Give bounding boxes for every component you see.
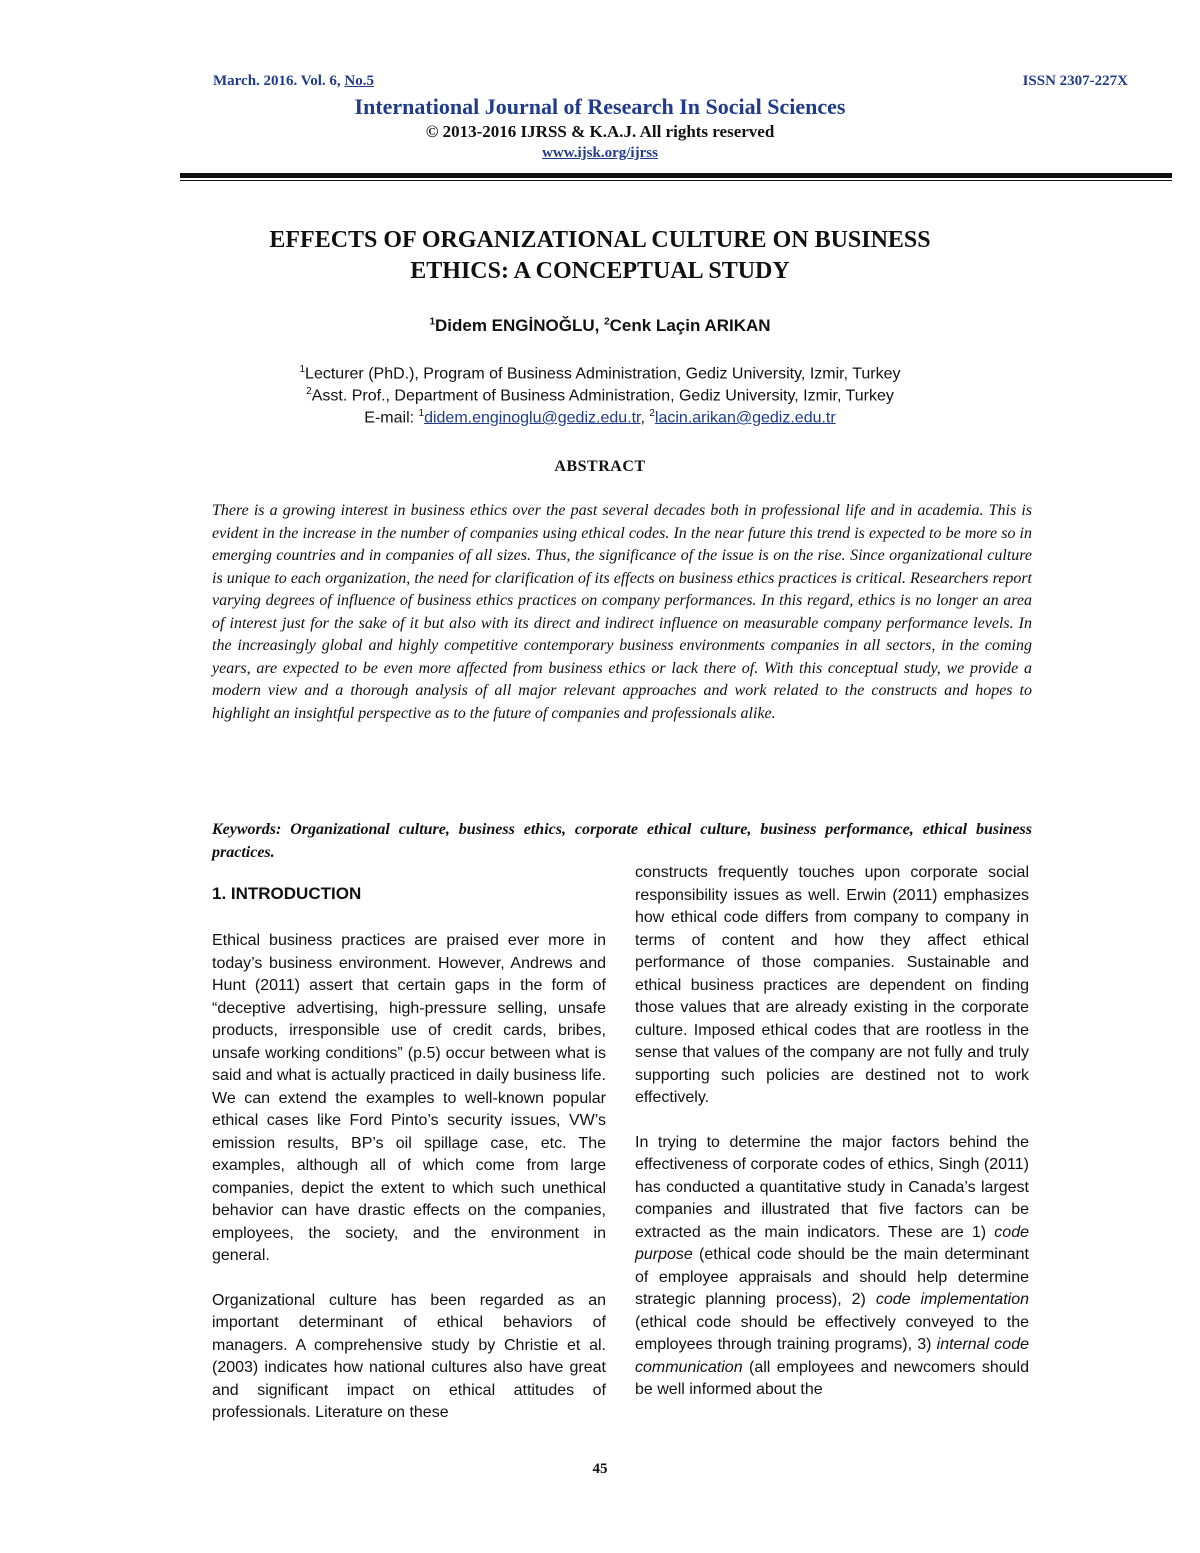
aff2-sup: 2 bbox=[306, 386, 312, 397]
email-link-2[interactable]: lacin.arikan@gediz.edu.tr bbox=[654, 409, 836, 427]
abstract-text: There is a growing interest in business ethics over the past several decades both in professional life and in academia. This is evident in the increase in the number of companies using ethical codes. In the near future this trend is expected to be more so in emerging countries and in companies of all sizes. Thus, the significance of the issue is on the rise. Since organizational culture is unique to each organization, the need for clarification of its effects on business ethics practices is critical. Researchers report varying degrees of influence of business ethics practices on company performances. In this regard, ethics is no longer an area of interest just for the sake of it but also with its direct and indirect influence on measurable company performance levels. In the increasingly global and highly competitive contemporary business environments companies in all sectors, in the coming years, are expected to be even more affected from business ethics or lack there of. With this conceptual study, we provide a modern view and a thorough analysis of all major relevant approaches and work related to the constructs and hopes to highlight an insightful perspective as to the future of companies and professionals alike. bbox=[212, 502, 1032, 722]
p4-text-c: (ethical code should be the main determinant of employee appraisals and should help determine strategic planning process), 2) bbox=[635, 1246, 1029, 1308]
issn: ISSN 2307-227X bbox=[1022, 73, 1128, 89]
intro-paragraph-3: constructs frequently touches upon corporate social responsibility issues as well. Erwin (2011) emphasizes how ethical code differs from company to company in terms of content and how they affect ethical performance of those companies. Sustainable and ethical business practices are dependent on finding those values that are already existing in the corporate culture. Imposed ethical codes that are rootless in the sense that values of the company are not fully and truly supporting such policies are destined not to work effectively. bbox=[635, 864, 1029, 1106]
author2-sup: 2 bbox=[604, 316, 610, 328]
email-line bbox=[0, 408, 1200, 427]
p4-text-a: In trying to determine the major factors behind the effectiveness of corporate codes of ethics, Singh (2011) has conducted a quantitative study in Canada’s largest companies and illustrated that five factors can be extracted as the main indicators. These are 1) bbox=[635, 1133, 1029, 1241]
email-link-1[interactable]: didem.enginoglu@gediz.edu.tr bbox=[424, 409, 641, 427]
author1-sup: 1 bbox=[429, 316, 435, 328]
p4-text-g: (all employees and newcomers should be well informed about the bbox=[635, 1358, 1029, 1398]
keywords: Keywords: Organizational culture, business ethics, corporate ethical culture, business performance, ethical business practices. bbox=[212, 821, 1032, 861]
journal-website bbox=[0, 145, 1200, 162]
title-line-1: EFFECTS OF ORGANIZATIONAL CULTURE ON BUSINESS bbox=[269, 227, 931, 253]
aff1-text: Lecturer (PhD.), Program of Business Administration, Gediz University, Izmir, Turkey bbox=[305, 365, 901, 383]
author-1: Didem ENGİNOĞLU, bbox=[435, 316, 605, 335]
issue-link[interactable]: No.5 bbox=[344, 73, 374, 89]
section-heading-introduction: 1. INTRODUCTION bbox=[212, 884, 362, 903]
affiliation-2 bbox=[0, 386, 1200, 405]
p4-term-code-implementation: code implementation bbox=[875, 1291, 1029, 1308]
p4-term-code-purpose: code purpose bbox=[635, 1223, 1029, 1263]
title-line-2: ETHICS: A CONCEPTUAL STUDY bbox=[410, 258, 790, 284]
email-separator: , bbox=[640, 409, 650, 427]
journal-issue-info bbox=[213, 73, 374, 90]
aff1-sup: 1 bbox=[299, 364, 306, 375]
header-rule-thin bbox=[180, 180, 1172, 181]
email-label: E-mail: bbox=[364, 409, 419, 427]
affiliation-1 bbox=[0, 364, 1200, 383]
intro-paragraph-4 bbox=[635, 1132, 1029, 1402]
email2-sup: 2 bbox=[649, 408, 655, 419]
abstract-heading: ABSTRACT bbox=[554, 458, 646, 475]
author-2: Cenk Laçin ARIKAN bbox=[609, 316, 771, 335]
page-number: 45 bbox=[592, 1461, 608, 1477]
authors bbox=[0, 316, 1200, 336]
copyright: © 2013-2016 IJRSS & K.A.J. All rights reserved bbox=[425, 122, 775, 141]
p4-text-e: (ethical code should be effectively conveyed to the employees through training programs), 3) bbox=[635, 1313, 1029, 1353]
aff2-text: Asst. Prof., Department of Business Administration, Gediz University, Izmir, Turkey bbox=[311, 387, 894, 405]
header-rule-thick bbox=[180, 173, 1172, 178]
date-volume: March. 2016. Vol. 6, bbox=[213, 73, 345, 89]
intro-paragraph-1: Ethical business practices are praised ever more in today’s business environment. However, Andrews and Hunt (2011) assert that certain gaps in the form of “deceptive advertising, high-pressure selling, unsafe products, irresponsible use of credit cards, bribes, unsafe working conditions” (p.5) occur between what is said and what is actually practiced in daily business life. We can extend the examples to well-known popular ethical cases like Ford Pinto’s security issues, VW’s emission results, BP’s oil spillage case, etc. The examples, although all of which come from large companies, depict the extent to which such unethical behavior can have drastic effects on the companies, employees, the society, and the environment in general. bbox=[212, 932, 606, 1264]
journal-name: International Journal of Research In Social Sciences bbox=[354, 94, 846, 119]
right-column bbox=[635, 862, 1029, 1424]
email1-sup: 1 bbox=[418, 408, 425, 419]
intro-paragraph-2: Organizational culture has been regarded as an important determinant of ethical behaviors of managers. A comprehensive study by Christie et al. (2003) indicates how national cultures also have great and significant impact on ethical attitudes of professionals. Literature on these bbox=[212, 1291, 606, 1421]
paper-title bbox=[160, 225, 1040, 287]
website-link[interactable]: www.ijsk.org/ijrss bbox=[542, 145, 658, 161]
p4-term-internal-communication: internal code communication bbox=[635, 1336, 1029, 1376]
left-column bbox=[212, 930, 606, 1447]
